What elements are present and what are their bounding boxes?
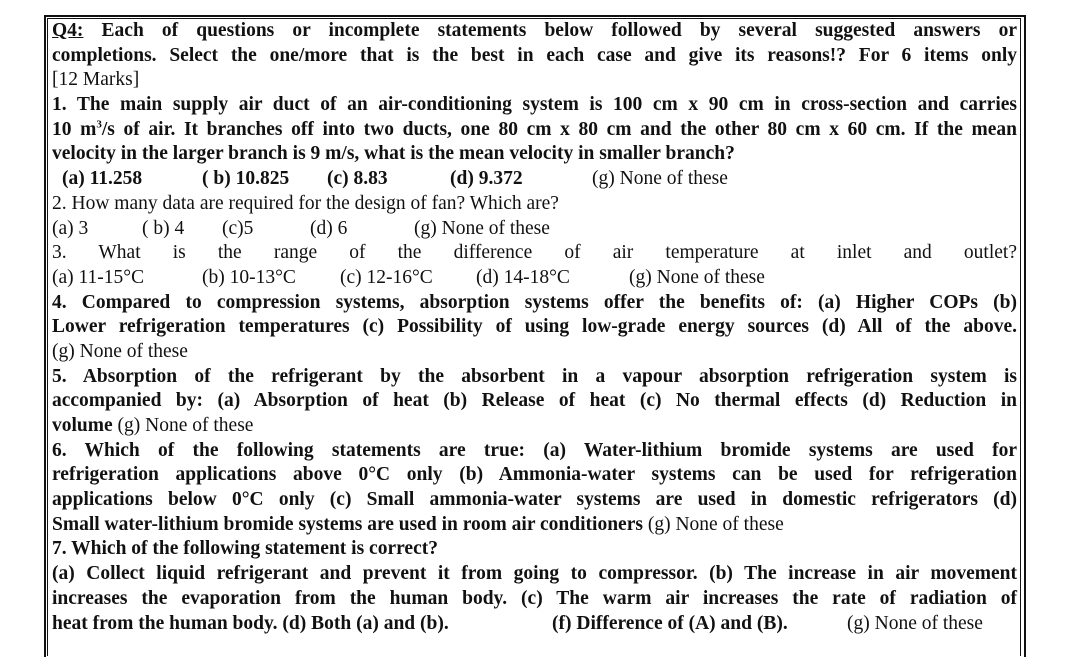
q1-superscript: 3 xyxy=(96,118,102,131)
q1-unit: 10 m xyxy=(52,118,97,140)
header-text-1: Each of questions or incomplete statements below followed by several suggested answers or xyxy=(101,20,1018,41)
q3-option-b: (b) 10-13°C xyxy=(202,266,296,288)
q1-option-c: (c) 8.83 xyxy=(327,168,388,190)
question-block xyxy=(52,19,1017,636)
q6-line-4 xyxy=(52,513,1017,538)
q3-option-g: (g) None of these xyxy=(629,266,765,288)
q2-options xyxy=(52,217,1017,242)
q1-line-1: 1. The main supply air duct of an air-conditioning system is 100 cm x 90 cm in cross-section and carries xyxy=(52,94,1017,116)
q3-option-d: (d) 14-18°C xyxy=(476,266,570,288)
q5-line-2: accompanied by: (a) Absorption of heat (b) Release of heat (c) No thermal effects (d) Reduction in xyxy=(52,390,1017,412)
q6-line-4-text: Small water-lithium bromide systems are used in room air conditioners xyxy=(52,513,643,535)
q2-option-b: ( b) 4 xyxy=(142,217,185,239)
q3-option-c: (c) 12-16°C xyxy=(340,266,433,288)
q1-line-2 xyxy=(52,118,1017,143)
q2-line-1: 2. How many data are required for the design of fan? Which are? xyxy=(52,192,559,214)
q4-line-2: Lower refrigeration temperatures (c) Possibility of using low-grade energy sources (d) All of the above. xyxy=(52,316,1017,338)
q5-line-1: 5. Absorption of the refrigerant by the absorbent in a vapour absorption refrigeration system is xyxy=(52,365,1017,387)
q7-option-f: (f) Difference of (A) and (B). xyxy=(552,612,788,634)
q4-line-1: 4. Compared to compression systems, absorption systems offer the benefits of: (a) Higher COPs (b) xyxy=(52,291,1017,313)
q6-line-2: refrigeration applications above 0°C only (b) Ammonia-water systems can be used for refrigeration xyxy=(52,464,1017,486)
q3-options xyxy=(52,266,1017,291)
q6-option-g: (g) None of these xyxy=(647,513,784,535)
q6-line-1: 6. Which of the following statements are true: (a) Water-lithium bromide systems are used for xyxy=(52,439,1017,461)
q3-line-1: 3. What is the range of the difference of air temperature at inlet and outlet? xyxy=(52,242,1017,264)
q1-options xyxy=(52,167,1017,192)
q2-option-a: (a) 3 xyxy=(52,217,89,239)
q3-option-a: (a) 11-15°C xyxy=(52,266,145,288)
q2-option-c: (c)5 xyxy=(222,217,254,239)
q1-option-a: (a) 11.258 xyxy=(62,168,143,190)
q6-line-3: applications below 0°C only (c) Small ammonia-water systems are used in domestic refrigerators (d) xyxy=(52,489,1017,511)
q1-line-3: velocity in the larger branch is 9 m/s, what is the mean velocity in smaller branch? xyxy=(52,143,735,165)
q7-line-2: (a) Collect liquid refrigerant and prevent it from going to compressor. (b) The increase in air movement xyxy=(52,563,1017,585)
q1-option-b: ( b) 10.825 xyxy=(202,168,290,190)
q5-volume: volume xyxy=(52,415,113,436)
q1-option-g: (g) None of these xyxy=(592,168,728,190)
marks-label: [12 Marks] xyxy=(52,69,140,91)
header-line-2: completions. Select the one/more that is the best in each case and give its reasons!? For 6 items only xyxy=(52,44,1017,66)
q1-option-d: (d) 9.372 xyxy=(450,168,523,190)
q7-option-g: (g) None of these xyxy=(847,612,983,634)
q7-line-4-text: heat from the human body. (d) Both (a) and (b). xyxy=(52,612,449,634)
header-line-1 xyxy=(52,19,1017,44)
q2-option-d: (d) 6 xyxy=(310,217,348,239)
q5-option-g: (g) None of these xyxy=(117,415,254,436)
q7-line-4 xyxy=(52,612,1017,637)
q7-line-1: 7. Which of the following statement is correct? xyxy=(52,538,438,560)
q7-line-3: increases the evaporation from the human body. (c) The warm air increases the rate of radiation of xyxy=(52,587,1017,609)
q4-line-3: (g) None of these xyxy=(52,340,188,362)
question-number: Q4: xyxy=(52,20,84,41)
q2-option-g: (g) None of these xyxy=(414,217,550,239)
q5-line-3 xyxy=(52,414,1017,439)
q1-line-2-text: /s of air. It branches off into two ducts, one 80 cm x 80 cm and the other 80 cm x 60 cm. If the mean xyxy=(101,118,1017,140)
